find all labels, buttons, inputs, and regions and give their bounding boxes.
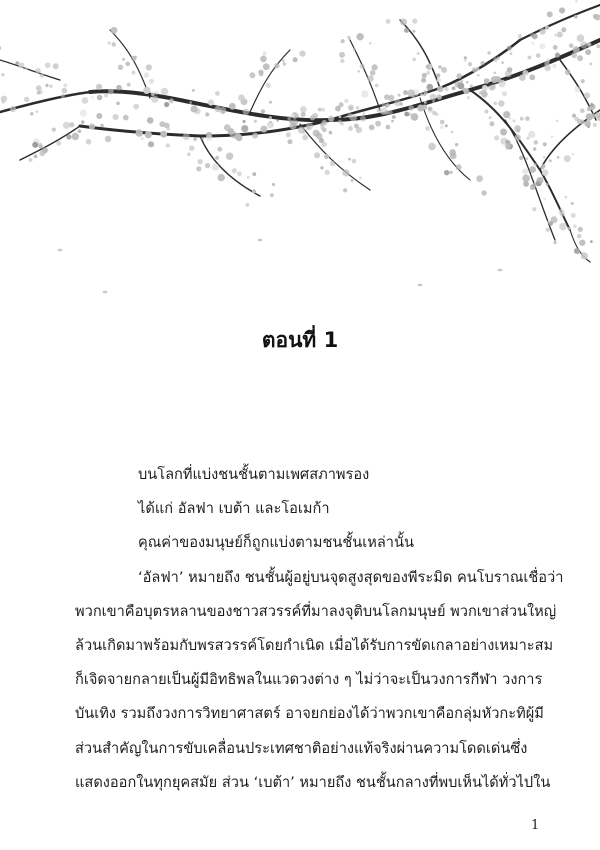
paragraph-line: บนโลกที่แบ่งชนชั้นตามเพศสภาพรอง [138, 466, 370, 483]
paragraph-line: ก็เจิดจายกลายเป็นผู้มีอิทธิพลในแวดวงต่าง ๆ ไม่ว่าจะเป็นวงการกีฬา วงการ [75, 671, 543, 689]
paragraph-line: คุณค่าของมนุษย์ก็ถูกแบ่งตามชนชั้นเหล่านั้น [138, 534, 414, 552]
paragraph-line: บันเทิง รวมถึงวงการวิทยาศาสตร์ อาจยกย่องได้ว่าพวกเขาคือกลุ่มหัวกะทิผู้มี [75, 705, 544, 723]
cherry-blossom-branch-icon [0, 0, 600, 300]
paragraph-line: ส่วนสำคัญในการขับเคลื่อนประเทศชาติอย่างแท้จริงผ่านความโดดเด่นซึ่ง [75, 739, 528, 757]
chapter-title: ตอนที่ 1 [261, 328, 339, 352]
paragraph-line: ได้แก่ อัลฟา เบต้า และโอเมก้า [138, 500, 330, 518]
chapter-body [75, 458, 564, 800]
paragraph-line: พวกเขาคือบุตรหลานของชาวสวรรค์ที่มาลงจุติบนโลกมนุษย์ พวกเขาส่วนใหญ่ [75, 602, 557, 620]
page-number: 1 [531, 818, 540, 833]
paragraph-line: ‘อัลฟา’ หมายถึง ชนชั้นผู้อยู่บนจุดสูงสุดของพีระมิด คนโบราณเชื่อว่า [138, 568, 564, 586]
paragraph-line: ล้วนเกิดมาพร้อมกับพรสวรรค์โดยกำเนิด เมื่อได้รับการขัดเกลาอย่างเหมาะสม [75, 637, 554, 655]
paragraph-line: แสดงออกในทุกยุคสมัย ส่วน ‘เบต้า’ หมายถึง ชนชั้นกลางที่พบเห็นได้ทั่วไปใน [75, 773, 551, 791]
